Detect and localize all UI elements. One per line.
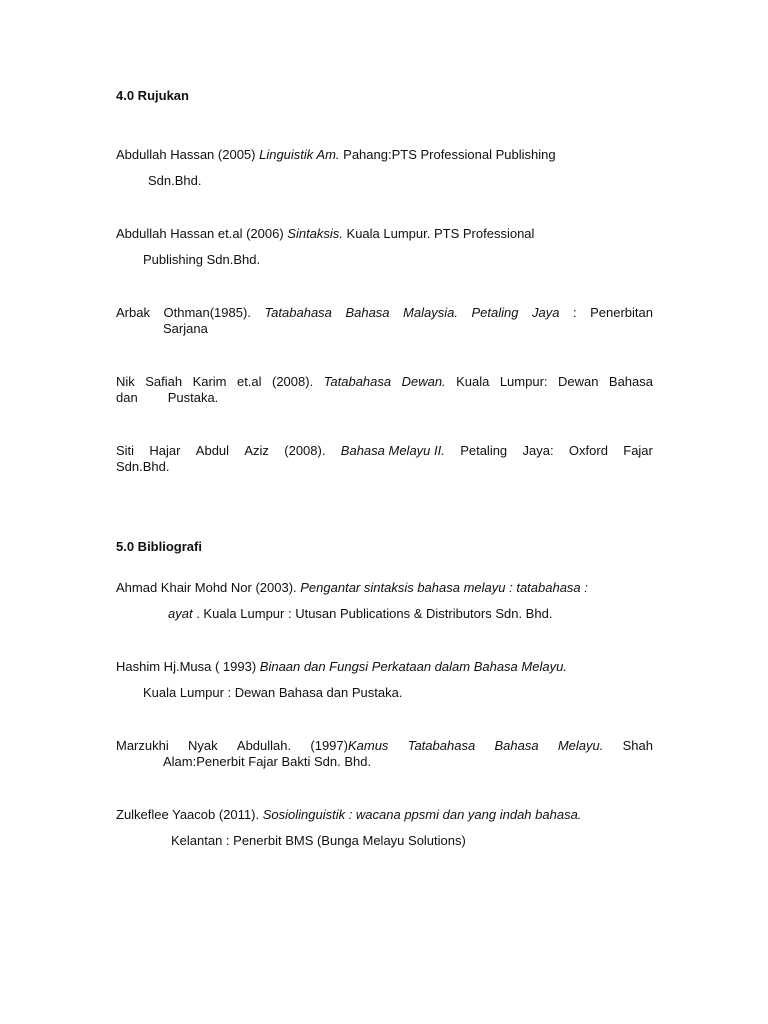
word: Abdullah. [236, 738, 292, 753]
bibliography-entry-line [116, 580, 588, 596]
reference-author: Abdullah Hassan et.al (2006) [116, 226, 288, 241]
title-word: Bahasa Melayu II. [340, 443, 445, 458]
word: : [572, 305, 577, 320]
title-word: Malaysia. [403, 305, 458, 320]
bibliography-entry-continuation [168, 606, 552, 622]
title-word: Tatabahasa [407, 738, 476, 753]
word: Nik [116, 374, 135, 389]
reference-entry-continuation: Sarjana [163, 321, 208, 336]
bibliography-entry-continuation: Alam:Penerbit Fajar Bakti Sdn. Bhd. [163, 754, 372, 769]
reference-entry-line [116, 147, 556, 163]
word: Arbak [116, 305, 150, 320]
title-word: Jaya [531, 305, 560, 320]
reference-entry-continuation [116, 390, 218, 406]
title-word: Melayu. [557, 738, 604, 753]
reference-title: Binaan dan Fungsi Perkataan dalam Bahasa Melayu. [259, 659, 567, 674]
word: (2008). [284, 443, 326, 458]
word: Penerbitan [590, 305, 653, 320]
reference-title: Pengantar sintaksis bahasa melayu : tatabahasa : [300, 580, 588, 595]
reference-author: Hashim Hj.Musa ( 1993) [116, 659, 260, 674]
reference-title: Sintaksis. [287, 226, 343, 241]
word: et.al [236, 374, 262, 389]
word: Safiah [145, 374, 183, 389]
word: Lumpur: [499, 374, 548, 389]
section-heading-bibliografi: 5.0 Bibliografi [116, 539, 202, 554]
reference-title: ayat [168, 606, 193, 621]
title-word: Tatabahasa [323, 374, 392, 389]
bibliography-entry-line [116, 807, 581, 823]
title-word: Petaling [471, 305, 519, 320]
reference-entry-line [116, 226, 534, 242]
reference-publisher: Kuala Lumpur. PTS Professional [342, 226, 535, 241]
word: Siti [116, 443, 135, 458]
word: Bahasa [608, 374, 653, 389]
title-word: Tatabahasa [264, 305, 332, 320]
reference-author: Zulkeflee Yaacob (2011). [116, 807, 263, 822]
word: Karim [192, 374, 227, 389]
bibliography-entry-continuation: Kelantan : Penerbit BMS (Bunga Melayu Solutions) [171, 833, 466, 848]
word: Aziz [244, 443, 269, 458]
reference-author: Abdullah Hassan (2005) [116, 147, 260, 162]
title-word: (1997)Kamus [310, 738, 389, 753]
reference-entry-line [116, 443, 653, 459]
word: Petaling [460, 443, 508, 458]
word: Kuala [456, 374, 490, 389]
reference-entry-continuation: Sdn.Bhd. [148, 173, 202, 188]
word: Jaya: [522, 443, 554, 458]
word: Oxford [568, 443, 608, 458]
bibliography-entry-line [116, 738, 653, 754]
reference-publisher: Pahang:PTS Professional Publishing [339, 147, 556, 162]
word: Hajar [149, 443, 181, 458]
reference-entry-continuation: Sdn.Bhd. [116, 459, 170, 474]
word: Shah [622, 738, 653, 753]
reference-title: Sosiolinguistik : wacana ppsmi dan yang indah bahasa. [262, 807, 582, 822]
reference-publisher: . Kuala Lumpur : Utusan Publications & Distributors Sdn. Bhd. [192, 606, 553, 621]
word: Dewan [557, 374, 599, 389]
reference-title: Linguistik Am. [259, 147, 340, 162]
word: Pustaka. [167, 390, 219, 405]
title-word: Dewan. [401, 374, 446, 389]
reference-entry-line [116, 305, 653, 321]
bibliography-entry-continuation: Kuala Lumpur : Dewan Bahasa dan Pustaka. [143, 685, 403, 700]
reference-entry-continuation: Publishing Sdn.Bhd. [143, 252, 261, 267]
word: Nyak [188, 738, 218, 753]
section-heading-rujukan: 4.0 Rujukan [116, 88, 189, 103]
word: Marzukhi [116, 738, 169, 753]
word: Abdul [195, 443, 230, 458]
word: Othman(1985). [163, 305, 251, 320]
bibliography-entry-line [116, 659, 567, 675]
reference-entry-line [116, 374, 653, 390]
word: (2008). [272, 374, 314, 389]
reference-author: Ahmad Khair Mohd Nor (2003). [116, 580, 301, 595]
title-word: Bahasa [494, 738, 539, 753]
title-word: Bahasa [345, 305, 390, 320]
word: Fajar [623, 443, 653, 458]
word: dan [116, 390, 138, 405]
